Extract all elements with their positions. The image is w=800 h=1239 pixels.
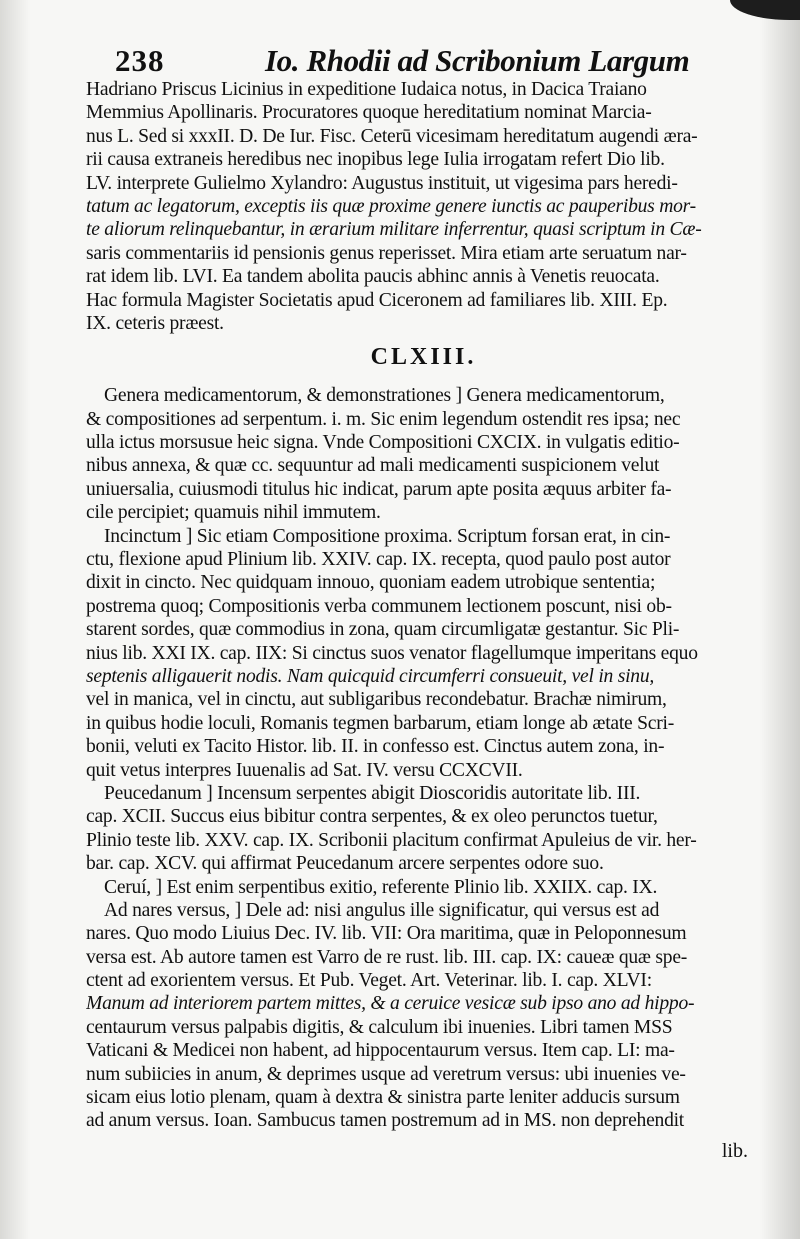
text-line: ad anum versus. Ioan. Sambucus tamen postremum ad in MS. non deprehendit xyxy=(86,1110,684,1132)
text-line: septenis alligauerit nodis. Nam quicquid circumferri consueuit, vel in sinu, xyxy=(86,665,655,687)
text-line: dixit in cincto. Nec quidquam innouo, quoniam eadem utrobique sententia; xyxy=(86,572,656,594)
text-line: nares. Quo modo Liuius Dec. IV. lib. VII: Ora maritima, quæ in Peloponnesum xyxy=(86,923,687,945)
text-line: Peucedanum ] Incensum serpentes abigit Dioscoridis autoritate lib. III. xyxy=(104,782,641,804)
text-line: num subiicies in anum, & deprimes usque ad veretrum versus: ubi inuenies ve- xyxy=(86,1063,686,1085)
text-line: Memmius Apollinaris. Procuratores quoque hereditatium nominat Marcia- xyxy=(86,102,652,124)
text-line: starent sordes, quæ commodius in zona, quam circumligatæ gestantur. Sic Pli- xyxy=(86,619,680,641)
paragraph-incinctum xyxy=(86,525,761,782)
text-line: IX. ceteris præest. xyxy=(86,312,224,334)
paragraph-peucedanum xyxy=(86,782,761,876)
page-number: 238 xyxy=(115,43,165,78)
text-line: rat idem lib. LVI. Ea tandem abolita paucis abhinc annis à Venetis reuocata. xyxy=(86,266,660,288)
page-corner-curl xyxy=(730,0,800,20)
page-header xyxy=(115,43,690,78)
catchword: lib. xyxy=(721,1140,748,1162)
text-line: Plinio teste lib. XXV. cap. IX. Scribonii placitum confirmat Apuleius de vir. her- xyxy=(86,829,697,851)
paragraph-ad-nares-versus xyxy=(86,899,761,1133)
text-line: tatum ac legatorum, exceptis iis quæ proxime genere iunctis ac pauperibus mor- xyxy=(86,195,696,217)
text-line: te aliorum relinquebantur, in ærarium militare inferrentur, quasi scriptum in Cæ- xyxy=(86,219,702,241)
text-line: saris commentariis id pensionis genus reperisset. Mira etiam arte seruatum nar- xyxy=(86,242,687,264)
text-line: nibus annexa, & quæ cc. sequuntur ad mali medicamenti suspicionem velut xyxy=(86,455,660,477)
paragraph-procuratores xyxy=(86,78,761,335)
text-line: Ad nares versus, ] Dele ad: nisi angulus ille significatur, qui versus est ad xyxy=(104,899,660,921)
text-line: ctent ad exorientem versus. Et Pub. Veget. Art. Veterinar. lib. I. cap. XLVI: xyxy=(86,970,652,992)
text-line: cile percipiet; quamuis nihil immutem. xyxy=(86,502,381,524)
text-line: nius lib. XXI IX. cap. IIX: Si cinctus suos venator flagellumque imperitans equo xyxy=(86,642,698,664)
text-line: Vaticani & Medicei non habent, ad hippocentaurum versus. Item cap. LI: ma- xyxy=(86,1040,675,1062)
text-line: Incinctum ] Sic etiam Compositione proxima. Scriptum forsan erat, in cin- xyxy=(104,525,671,547)
text-line: & compositiones ad serpentum. i. m. Sic enim legendum ostendit res ipsa; nec xyxy=(86,408,681,430)
text-line: bar. cap. XCV. qui affirmat Peucedanum arcere serpentes odore suo. xyxy=(86,853,604,875)
page-edge-shadow xyxy=(760,0,800,1239)
text-line: LV. interprete Gulielmo Xylandro: Augustus instituit, ut vigesima pars heredi- xyxy=(86,172,678,194)
text-line: bonii, veluti ex Tacito Histor. lib. II. in confesso est. Cinctus autem zona, in- xyxy=(86,736,665,758)
text-line: ctu, flexione apud Plinium lib. XXIV. cap. IX. recepta, quod paulo post autor xyxy=(86,549,671,571)
text-line: sicam eius lotio plenam, quam à dextra & sinistra parte leniter adducis sursum xyxy=(86,1087,680,1109)
text-line: Ceruí, ] Est enim serpentibus exitio, referente Plinio lib. XXIIX. cap. IX. xyxy=(104,876,658,898)
paragraph-cerui xyxy=(86,876,761,899)
text-line: ulla ictus morsusue heic signa. Vnde Compositioni CXCIX. in vulgatis editio- xyxy=(86,432,680,454)
text-line: quit vetus interpres Iuuenalis ad Sat. IV. versu CCXCVII. xyxy=(86,759,523,781)
running-head: Io. Rhodii ad Scribonium Largum xyxy=(265,43,690,78)
paragraph-genera-medicamentorum xyxy=(86,384,761,524)
text-line: Manum ad interiorem partem mittes, & a ceruice vesicæ sub ipso ano ad hippo- xyxy=(86,993,695,1015)
text-line: Hadriano Priscus Licinius in expeditione Iudaica notus, in Dacica Traiano xyxy=(86,79,647,100)
text-line: centaurum versus palpabis digitis, & calculum ibi inuenies. Libri tamen MSS xyxy=(86,1016,673,1038)
page-gutter-shadow xyxy=(0,0,30,1239)
text-line: Hac formula Magister Societatis apud Ciceronem ad familiares lib. XIII. Ep. xyxy=(86,289,668,311)
text-line: vel in manica, vel in cinctu, aut subligaribus recondebatur. Brachæ nimirum, xyxy=(86,689,667,711)
text-line: Genera medicamentorum, & demonstrationes ] Genera medicamentorum, xyxy=(104,385,665,407)
text-line: rii causa extraneis heredibus nec inopibus lege Iulia irrogatam refert Dio lib. xyxy=(86,149,665,171)
text-line: uniuersalia, cuiusmodi titulus hic indicat, parum apte posita æquus arbiter fa- xyxy=(86,478,672,500)
body-text xyxy=(86,78,761,1133)
text-line: versa est. Ab autore tamen est Varro de re rust. lib. III. cap. IX: caueæ quæ spe- xyxy=(86,946,688,968)
section-heading: CLXIII. xyxy=(370,344,477,371)
text-line: nus L. Sed si xxxII. D. De Iur. Fisc. Ceterū vicesimam hereditatum augendi æra- xyxy=(86,125,698,147)
text-line: cap. XCII. Succus eius bibitur contra serpentes, & ex oleo perunctos tuetur, xyxy=(86,806,658,828)
text-line: in quibus hodie loculi, Romanis tegmen barbarum, etiam longe ab ætate Scri- xyxy=(86,712,674,734)
text-line: postrema quoq; Compositionis verba communem lectionem poscunt, nisi ob- xyxy=(86,595,672,617)
